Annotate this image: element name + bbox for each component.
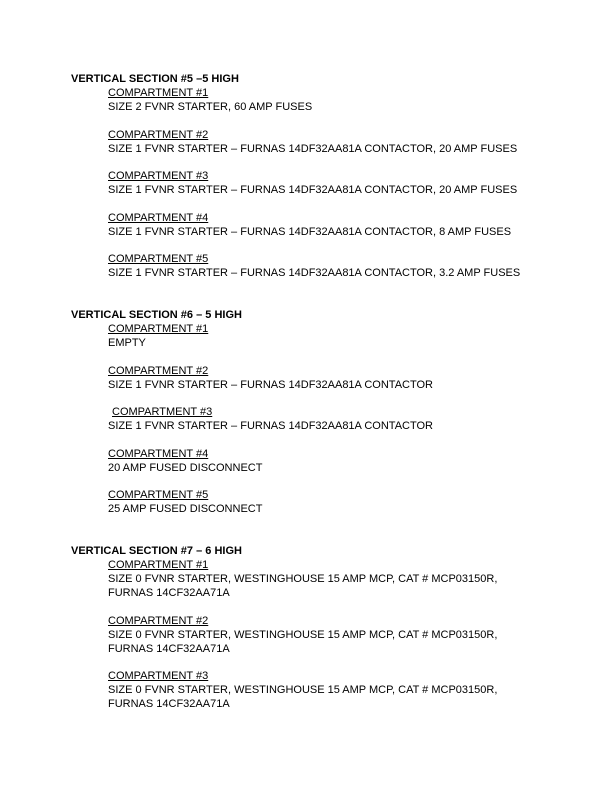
- compartment-description: EMPTY: [108, 337, 146, 349]
- section-title: VERTICAL SECTION #5 –5 HIGH: [71, 73, 239, 85]
- compartment-item: [108, 558, 571, 600]
- compartment-title: COMPARTMENT #3: [112, 406, 213, 418]
- compartment-description: SIZE 1 FVNR STARTER – FURNAS 14DF32AA81A CONTACTOR, 8 AMP FUSES: [108, 225, 512, 238]
- compartment-item: [108, 169, 571, 197]
- compartment-item: [108, 488, 571, 516]
- compartment-item: [108, 322, 571, 350]
- compartment-description: 20 AMP FUSED DISCONNECT: [108, 461, 263, 474]
- compartment-title: COMPARTMENT #3: [108, 170, 209, 182]
- compartment-item: [108, 86, 571, 114]
- compartment-description: SIZE 1 FVNR STARTER – FURNAS 14DF32AA81A CONTACTOR, 3.2 AMP FUSES: [108, 267, 521, 279]
- compartment-title: COMPARTMENT #5: [108, 253, 209, 265]
- section-title: VERTICAL SECTION #7 – 6 HIGH: [71, 545, 242, 557]
- compartment-title: COMPARTMENT #2: [108, 128, 209, 141]
- compartment-item: [108, 252, 571, 280]
- compartment-item: [108, 447, 571, 475]
- compartment-description: SIZE 1 FVNR STARTER – FURNAS 14DF32AA81A CONTACTOR: [108, 378, 433, 391]
- compartment-title: COMPARTMENT #1: [108, 559, 209, 571]
- compartment-item: [108, 211, 571, 239]
- compartment-title: COMPARTMENT #3: [108, 670, 209, 682]
- vertical-section-5: [71, 72, 571, 280]
- compartment-title: COMPARTMENT #5: [108, 489, 209, 501]
- compartment-title: COMPARTMENT #1: [108, 87, 209, 99]
- compartment-description: SIZE 2 FVNR STARTER, 60 AMP FUSES: [108, 101, 313, 113]
- compartment-description: 25 AMP FUSED DISCONNECT: [108, 503, 263, 515]
- compartment-title: COMPARTMENT #2: [108, 614, 209, 627]
- compartment-title: COMPARTMENT #4: [108, 211, 209, 224]
- compartment-description: SIZE 1 FVNR STARTER – FURNAS 14DF32AA81A CONTACTOR, 20 AMP FUSES: [108, 184, 518, 196]
- compartment-item: [108, 128, 571, 156]
- document-page: [71, 72, 571, 711]
- vertical-section-6: [71, 308, 571, 516]
- compartment-description: SIZE 1 FVNR STARTER – FURNAS 14DF32AA81A CONTACTOR, 20 AMP FUSES: [108, 142, 518, 155]
- compartment-title: COMPARTMENT #1: [108, 323, 209, 335]
- compartment-description: SIZE 0 FVNR STARTER, WESTINGHOUSE 15 AMP MCP, CAT # MCP03150R, FURNAS 14CF32AA71A: [108, 573, 498, 599]
- compartment-title: COMPARTMENT #2: [108, 364, 209, 377]
- vertical-section-7: [71, 544, 571, 711]
- compartment-title: COMPARTMENT #4: [108, 447, 209, 460]
- compartment-item: [108, 364, 571, 392]
- section-title: VERTICAL SECTION #6 – 5 HIGH: [71, 309, 242, 321]
- compartment-item: [108, 405, 571, 433]
- compartment-item: [108, 614, 571, 656]
- compartment-description: SIZE 1 FVNR STARTER – FURNAS 14DF32AA81A CONTACTOR: [108, 420, 433, 432]
- compartment-item: [108, 669, 571, 711]
- compartment-description: SIZE 0 FVNR STARTER, WESTINGHOUSE 15 AMP MCP, CAT # MCP03150R, FURNAS 14CF32AA71A: [108, 628, 498, 655]
- compartment-description: SIZE 0 FVNR STARTER, WESTINGHOUSE 15 AMP MCP, CAT # MCP03150R, FURNAS 14CF32AA71A: [108, 684, 498, 710]
